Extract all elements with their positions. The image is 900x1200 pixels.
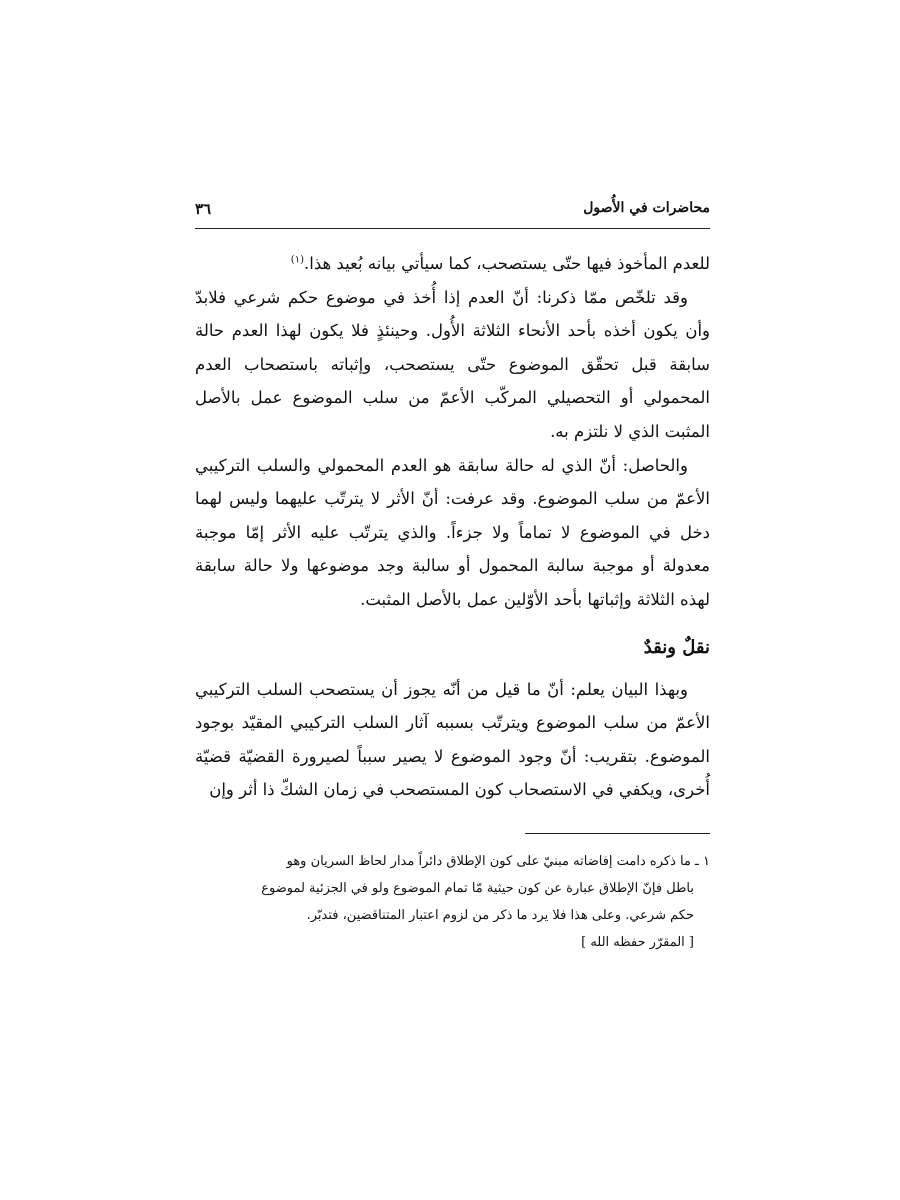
footnote-line: حكم شرعي. وعلى هذا فلا يرد ما ذكر من لزوم اعتبار المتناقضين، فتدبّر. (306, 907, 694, 923)
page-number: ٣٦ (195, 200, 212, 218)
footnote-line: ١ ـ ما ذكره دامت إفاضاته مبنيّ على كون الإطلاق دائراً مدار لحاظ السريان وهو (286, 853, 710, 869)
book-page (195, 198, 710, 956)
main-text (195, 247, 710, 807)
section-heading: نقلٌ ونقدٌ (643, 636, 710, 658)
page-header (195, 198, 710, 222)
paragraph: وقد تلخّص ممّا ذكرنا: أنّ العدم إذا أُخذ في موضوع حكم شرعي فلابدّ وأن يكون أخذه بأحد الأنحاء الثلاثة الأُول. وحينئذٍ فلا يكون لهذا العدم حالة سابقة قبل تحقّق الموضوع حتّى يستصحب، وإثباته باستصحاب العدم المحمولي أو التحصيلي المركّب الأعمّ من سلب الموضوع عمل بالأصل المثبت الذي لا نلتزم به. (195, 287, 710, 441)
footnote-attribution: [ المقرّر حفظه الله ] (581, 934, 694, 950)
paragraph: وبهذا البيان يعلم: أنّ ما قيل من أنّه يجوز أن يستصحب السلب التركيبي الأعمّ من سلب الموضوع ويترتّب بسببه آثار السلب التركيبي المقيّد بوجود الموضوع. بتقريب: أنّ وجود الموضوع لا يصير سبباً لصيرورة القضيّة قضيّة أُخرى، ويكفي في الاستصحاب كون المستصحب في زمان الشكّ ذا أثر وإن (195, 679, 710, 800)
paragraph-text: للعدم المأخوذ فيها حتّى يستصحب، كما سيأتي بيانه بُعيد هذا. (303, 254, 710, 273)
footnote-line: باطل فإنّ الإطلاق عبارة عن كون حيثية مّا تمام الموضوع ولو في الجزئية لموضوع (261, 880, 694, 896)
paragraph (195, 247, 710, 281)
running-title: محاضرات في الأُصول (583, 200, 710, 216)
footnote-marker: (١) (290, 254, 304, 266)
footnotes (195, 848, 710, 956)
header-rule (195, 228, 710, 229)
paragraph: والحاصل: أنّ الذي له حالة سابقة هو العدم المحمولي والسلب التركيبي الأعمّ من سلب الموضوع. وقد عرفت: أنّ الأثر لا يترتّب عليهما وليس لهما دخل في الموضوع لا تماماً ولا جزءاً. والذي يترتّب عليه الأثر إمّا موجبة معدولة أو موجبة سالبة المحمول أو سالبة وجد موضوعها ولا حالة سابقة لهذه الثلاثة وإثباتها بأحد الأوّلين عمل بالأصل المثبت. (195, 455, 710, 609)
footnote-rule (525, 833, 710, 834)
